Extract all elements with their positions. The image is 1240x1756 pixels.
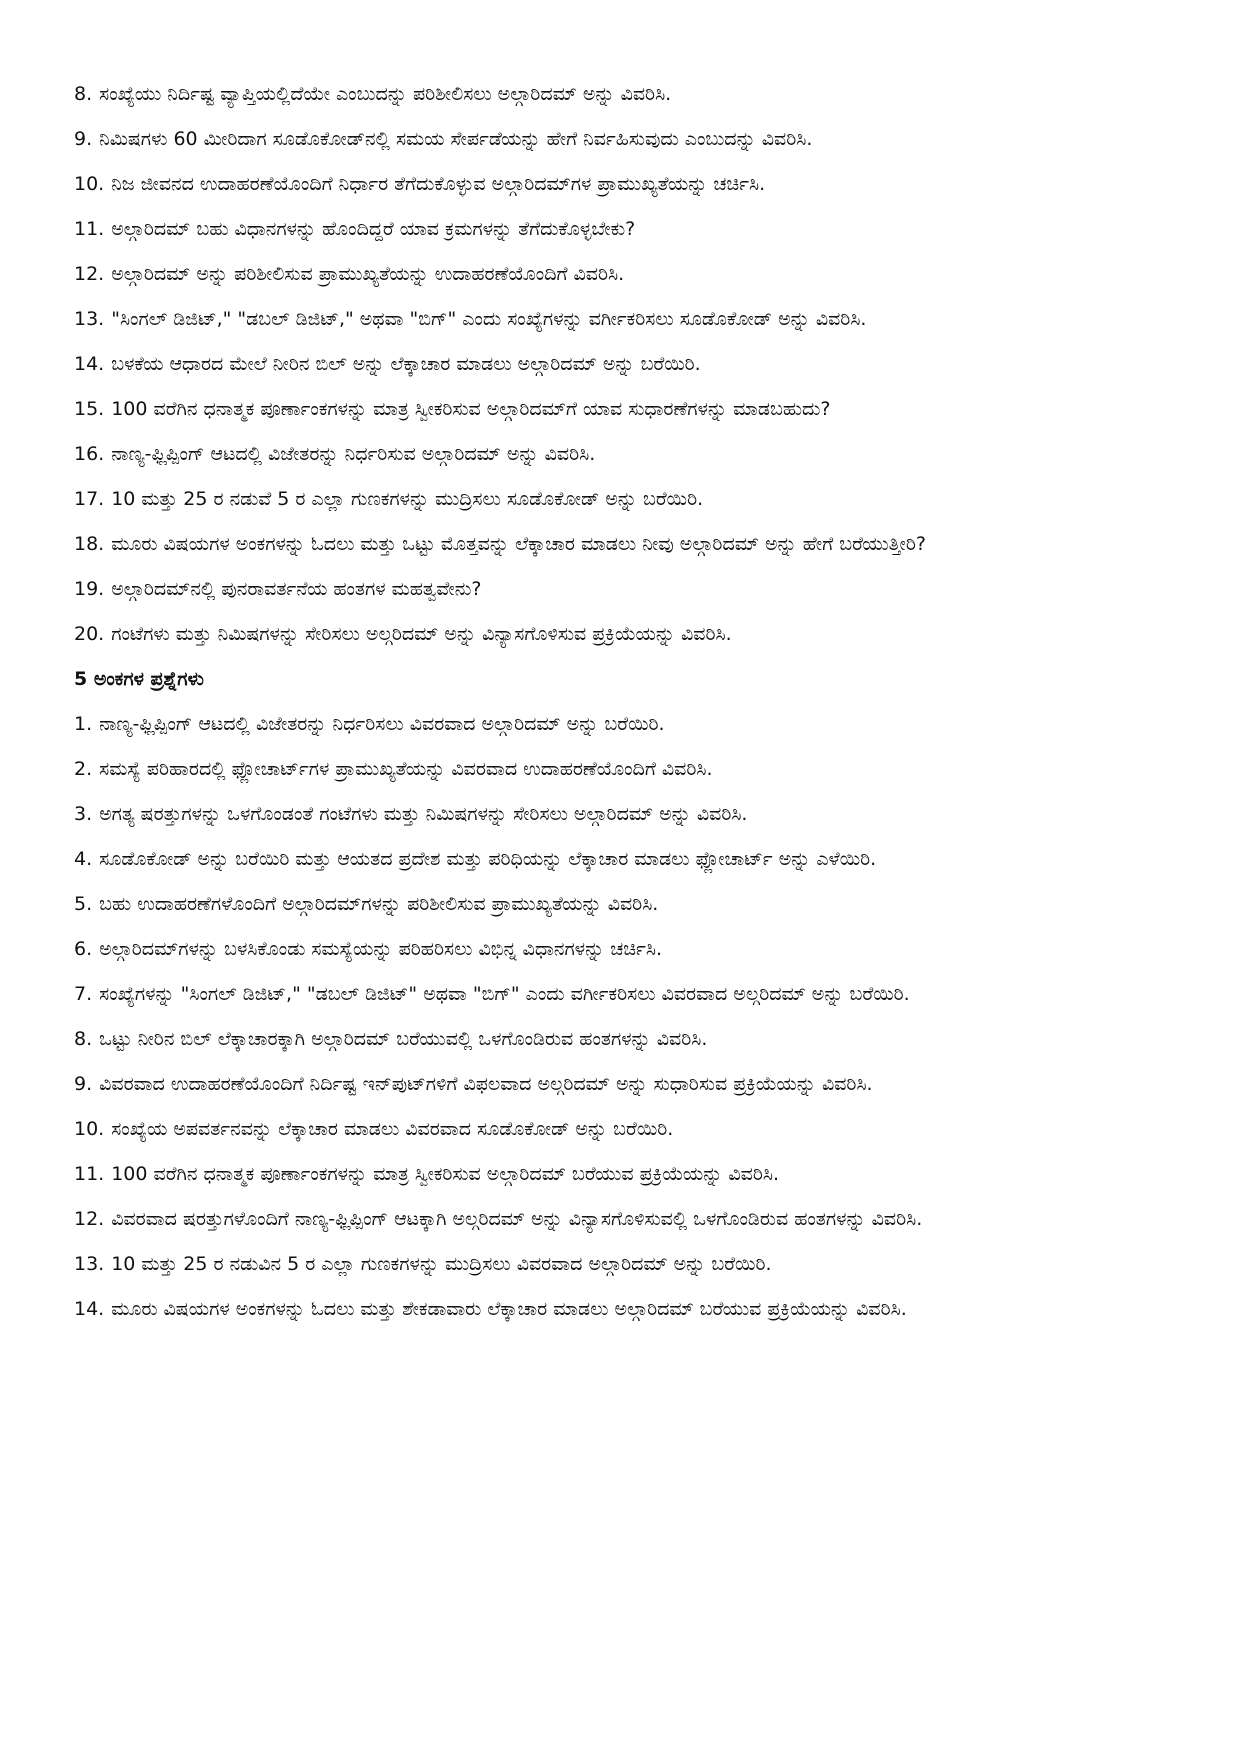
question-number: 3. [74,803,93,825]
question-text: 10 ಮತ್ತು 25 ರ ನಡುವೆ 5 ರ ಎಲ್ಲಾ ಗುಣಕಗಳನ್ನು ಮುದ್ರಿಸಲು ಸೂಡೊಕೋಡ್ ಅನ್ನು ಬರೆಯಿರಿ. [111,488,704,510]
question-number: 9. [74,1073,93,1095]
question-item [74,567,1150,612]
question-text: ಸಮಸ್ಯೆ ಪರಿಹಾರದಲ್ಲಿ ಫ್ಲೋಚಾರ್ಟ್‌ಗಳ ಪ್ರಾಮುಖ್ಯತೆಯನ್ನು ವಿವರವಾದ ಉದಾಹರಣೆಯೊಂದಿಗೆ ವಿವರಿಸಿ. [99,758,713,780]
question-text: ಗಂಟೆಗಳು ಮತ್ತು ನಿಮಿಷಗಳನ್ನು ಸೇರಿಸಲು ಅಲ್ಗರಿದಮ್ ಅನ್ನು ವಿನ್ಯಾಸಗೊಳಿಸುವ ಪ್ರಕ್ರಿಯೆಯನ್ನು ವಿವರಿಸಿ. [111,623,732,645]
question-number: 1. [74,713,93,735]
question-text: ನಿಜ ಜೀವನದ ಉದಾಹರಣೆಯೊಂದಿಗೆ ನಿರ್ಧಾರ ತೆಗೆದುಕೊಳ್ಳುವ ಅಲ್ಗಾರಿದಮ್‌ಗಳ ಪ್ರಾಮುಖ್ಯತೆಯನ್ನು ಚರ್ಚಿಸಿ. [111,173,766,195]
question-number: 9. [74,128,93,150]
question-text: ಅಲ್ಗಾರಿದಮ್ ಅನ್ನು ಪರಿಶೀಲಿಸುವ ಪ್ರಾಮುಖ್ಯತೆಯನ್ನು ಉದಾಹರಣೆಯೊಂದಿಗೆ ವಿವರಿಸಿ. [111,263,625,285]
question-number: 18. [74,533,105,555]
question-text: ಅಗತ್ಯ ಷರತ್ತುಗಳನ್ನು ಒಳಗೊಂಡಂತೆ ಗಂಟೆಗಳು ಮತ್ತು ನಿಮಿಷಗಳನ್ನು ಸೇರಿಸಲು ಅಲ್ಗಾರಿದಮ್ ಅನ್ನು ವಿವರಿಸಿ. [99,803,748,825]
question-item [74,117,1150,162]
question-text: ಸಂಖ್ಯೆಯ ಅಪವರ್ತನವನ್ನು ಲೆಕ್ಕಾಚಾರ ಮಾಡಲು ವಿವರವಾದ ಸೂಡೊಕೋಡ್ ಅನ್ನು ಬರೆಯಿರಿ. [111,1118,674,1140]
question-number: 10. [74,173,105,195]
question-item [74,477,1150,522]
question-text: ವಿವರವಾದ ಉದಾಹರಣೆಯೊಂದಿಗೆ ನಿರ್ದಿಷ್ಟ ಇನ್‌ಪುಟ್‌ಗಳಿಗೆ ವಿಫಲವಾದ ಅಲ್ಗರಿದಮ್ ಅನ್ನು ಸುಧಾರಿಸುವ ಪ್ರಕ್ರಿಯೆಯನ್ನು ವಿವರಿಸಿ. [99,1073,873,1095]
question-item [74,1197,1150,1242]
question-number: 8. [74,83,93,105]
question-number: 12. [74,1208,105,1230]
question-number: 16. [74,443,105,465]
question-number: 13. [74,1253,105,1275]
question-item [74,387,1150,432]
question-number: 11. [74,1163,105,1185]
question-number: 6. [74,938,93,960]
question-number: 2. [74,758,93,780]
question-item [74,162,1150,207]
question-text: ಸೂಡೊಕೋಡ್ ಅನ್ನು ಬರೆಯಿರಿ ಮತ್ತು ಆಯತದ ಪ್ರದೇಶ ಮತ್ತು ಪರಿಧಿಯನ್ನು ಲೆಕ್ಕಾಚಾರ ಮಾಡಲು ಫ್ಲೋಚಾರ್ಟ್ ಅನ್ನು ಎಳೆಯಿರಿ. [99,848,877,870]
question-item [74,792,1150,837]
question-number: 14. [74,353,105,375]
question-item [74,1152,1150,1197]
question-text: 100 ವರೆಗಿನ ಧನಾತ್ಮಕ ಪೂರ್ಣಾಂಕಗಳನ್ನು ಮಾತ್ರ ಸ್ವೀಕರಿಸುವ ಅಲ್ಗಾರಿದಮ್‌ಗೆ ಯಾವ ಸುಧಾರಣೆಗಳನ್ನು ಮಾಡಬಹುದು? [111,398,831,420]
question-item [74,1242,1150,1287]
question-number: 13. [74,308,105,330]
question-item [74,837,1150,882]
question-text: ಮೂರು ವಿಷಯಗಳ ಅಂಕಗಳನ್ನು ಓದಲು ಮತ್ತು ಶೇಕಡಾವಾರು ಲೆಕ್ಕಾಚಾರ ಮಾಡಲು ಅಲ್ಗಾರಿದಮ್ ಬರೆಯುವ ಪ್ರಕ್ರಿಯೆಯನ್ನು ವಿವರಿಸಿ. [111,1298,907,1320]
question-text: ನಾಣ್ಯ-ಫ್ಲಿಪ್ಪಿಂಗ್ ಆಟದಲ್ಲಿ ವಿಜೇತರನ್ನು ನಿರ್ಧರಿಸುವ ಅಲ್ಗಾರಿದಮ್ ಅನ್ನು ವಿವರಿಸಿ. [111,443,596,465]
question-text: "ಸಿಂಗಲ್ ಡಿಜಿಟ್," "ಡಬಲ್ ಡಿಜಿಟ್," ಅಥವಾ "ಬಿಗ್" ಎಂದು ಸಂಖ್ಯೆಗಳನ್ನು ವರ್ಗೀಕರಿಸಲು ಸೂಡೊಕೋಡ್ ಅನ್ನು ವಿವರಿಸಿ. [111,308,867,330]
question-number: 11. [74,218,105,240]
question-text: ಅಲ್ಗಾರಿದಮ್‌ನಲ್ಲಿ ಪುನರಾವರ್ತನೆಯ ಹಂತಗಳ ಮಹತ್ವವೇನು? [111,578,482,600]
question-item [74,1017,1150,1062]
question-text: ಮೂರು ವಿಷಯಗಳ ಅಂಕಗಳನ್ನು ಓದಲು ಮತ್ತು ಒಟ್ಟು ಮೊತ್ತವನ್ನು ಲೆಕ್ಕಾಚಾರ ಮಾಡಲು ನೀವು ಅಲ್ಗಾರಿದಮ್ ಅನ್ನು ಹೇಗೆ ಬರೆಯುತ್ತೀರಿ? [111,533,926,555]
question-list-2-marks [74,72,1150,657]
question-item [74,342,1150,387]
question-item [74,207,1150,252]
question-text: 100 ವರೆಗಿನ ಧನಾತ್ಮಕ ಪೂರ್ಣಾಂಕಗಳನ್ನು ಮಾತ್ರ ಸ್ವೀಕರಿಸುವ ಅಲ್ಗಾರಿದಮ್ ಬರೆಯುವ ಪ್ರಕ್ರಿಯೆಯನ್ನು ವಿವರಿಸಿ. [111,1163,780,1185]
question-text: ಬಹು ಉದಾಹರಣೆಗಳೊಂದಿಗೆ ಅಲ್ಗಾರಿದಮ್‌ಗಳನ್ನು ಪರಿಶೀಲಿಸುವ ಪ್ರಾಮುಖ್ಯತೆಯನ್ನು ವಿವರಿಸಿ. [99,893,659,915]
question-item [74,1107,1150,1152]
question-number: 10. [74,1118,105,1140]
question-list-5-marks [74,702,1150,1332]
question-text: ನಾಣ್ಯ-ಫ್ಲಿಪ್ಪಿಂಗ್ ಆಟದಲ್ಲಿ ವಿಜೇತರನ್ನು ನಿರ್ಧರಿಸಲು ವಿವರವಾದ ಅಲ್ಗಾರಿದಮ್ ಅನ್ನು ಬರೆಯಿರಿ. [99,713,665,735]
question-text: ಅಲ್ಗಾರಿದಮ್‌ಗಳನ್ನು ಬಳಸಿಕೊಂಡು ಸಮಸ್ಯೆಯನ್ನು ಪರಿಹರಿಸಲು ವಿಭಿನ್ನ ವಿಧಾನಗಳನ್ನು ಚರ್ಚಿಸಿ. [99,938,662,960]
question-item [74,1062,1150,1107]
question-item [74,972,1150,1017]
question-number: 14. [74,1298,105,1320]
question-number: 5. [74,893,93,915]
question-number: 15. [74,398,105,420]
question-text: ನಿಮಿಷಗಳು 60 ಮೀರಿದಾಗ ಸೂಡೊಕೋಡ್‌ನಲ್ಲಿ ಸಮಯ ಸೇರ್ಪಡೆಯನ್ನು ಹೇಗೆ ನಿರ್ವಹಿಸುವುದು ಎಂಬುದನ್ನು ವಿವರಿಸಿ. [99,128,813,150]
question-item [74,252,1150,297]
question-item [74,72,1150,117]
question-text: ಒಟ್ಟು ನೀರಿನ ಬಿಲ್ ಲೆಕ್ಕಾಚಾರಕ್ಕಾಗಿ ಅಲ್ಗಾರಿದಮ್ ಬರೆಯುವಲ್ಲಿ ಒಳಗೊಂಡಿರುವ ಹಂತಗಳನ್ನು ವಿವರಿಸಿ. [99,1028,708,1050]
question-number: 7. [74,983,93,1005]
question-item [74,1287,1150,1332]
question-item [74,882,1150,927]
question-content [74,72,1150,1332]
question-text: ಸಂಖ್ಯೆಗಳನ್ನು "ಸಿಂಗಲ್ ಡಿಜಿಟ್," "ಡಬಲ್ ಡಿಜಿಟ್" ಅಥವಾ "ಬಿಗ್" ಎಂದು ವರ್ಗೀಕರಿಸಲು ವಿವರವಾದ ಅಲ್ಗರಿದಮ್ ಅನ್ನು ಬರೆಯಿರಿ. [99,983,910,1005]
question-item [74,927,1150,972]
question-text: ಬಳಕೆಯ ಆಧಾರದ ಮೇಲೆ ನೀರಿನ ಬಿಲ್ ಅನ್ನು ಲೆಕ್ಕಾಚಾರ ಮಾಡಲು ಅಲ್ಗಾರಿದಮ್ ಅನ್ನು ಬರೆಯಿರಿ. [111,353,701,375]
question-text: 10 ಮತ್ತು 25 ರ ನಡುವಿನ 5 ರ ಎಲ್ಲಾ ಗುಣಕಗಳನ್ನು ಮುದ್ರಿಸಲು ವಿವರವಾದ ಅಲ್ಗಾರಿದಮ್ ಅನ್ನು ಬರೆಯಿರಿ. [111,1253,772,1275]
question-item [74,432,1150,477]
question-text: ವಿವರವಾದ ಷರತ್ತುಗಳೊಂದಿಗೆ ನಾಣ್ಯ-ಫ್ಲಿಪ್ಪಿಂಗ್ ಆಟಕ್ಕಾಗಿ ಅಲ್ಗರಿದಮ್ ಅನ್ನು ವಿನ್ಯಾಸಗೊಳಿಸುವಲ್ಲಿ ಒಳಗೊಂಡಿರುವ ಹಂತಗಳನ್ನು ವಿವರಿಸಿ. [111,1208,923,1230]
question-item [74,522,1150,567]
question-item [74,747,1150,792]
question-number: 20. [74,623,105,645]
question-number: 8. [74,1028,93,1050]
question-item [74,612,1150,657]
question-item [74,702,1150,747]
question-number: 12. [74,263,105,285]
question-text: ಸಂಖ್ಯೆಯು ನಿರ್ದಿಷ್ಟ ವ್ಯಾಪ್ತಿಯಲ್ಲಿದೆಯೇ ಎಂಬುದನ್ನು ಪರಿಶೀಲಿಸಲು ಅಲ್ಗಾರಿದಮ್ ಅನ್ನು ವಿವರಿಸಿ. [99,83,672,105]
question-number: 17. [74,488,105,510]
question-text: ಅಲ್ಗಾರಿದಮ್ ಬಹು ವಿಧಾನಗಳನ್ನು ಹೊಂದಿದ್ದರೆ ಯಾವ ಕ್ರಮಗಳನ್ನು ತೆಗೆದುಕೊಳ್ಳಬೇಕು? [111,218,636,240]
question-number: 19. [74,578,105,600]
section-heading: 5 ಅಂಕಗಳ ಪ್ರಶ್ನೆಗಳು [74,668,204,690]
question-number: 4. [74,848,93,870]
question-item [74,297,1150,342]
